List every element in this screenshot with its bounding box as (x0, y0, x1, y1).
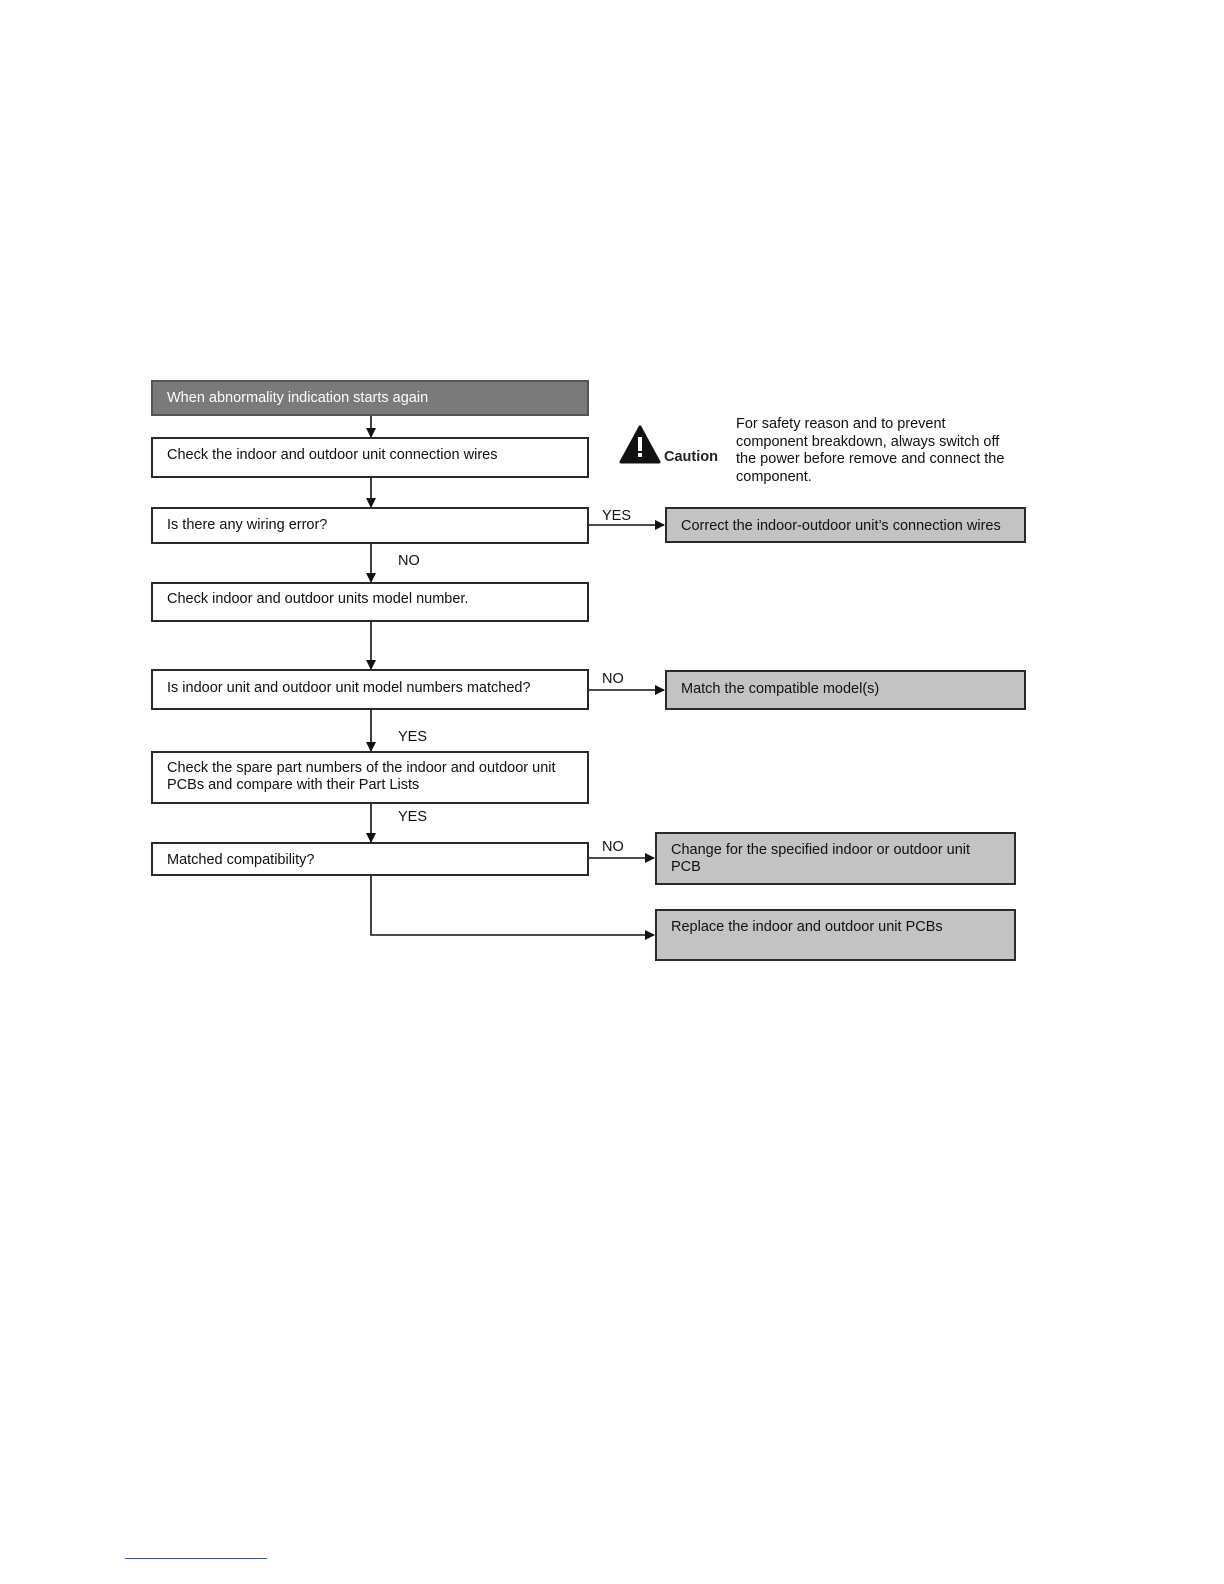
caution-icon (621, 427, 659, 462)
change-pcb-box: Change for the specified indoor or outdoor unit PCB (655, 832, 1016, 885)
yes-label-spare-parts: YES (398, 809, 428, 825)
correct-wires-box: Correct the indoor-outdoor unit’s connection wires (665, 507, 1026, 543)
no-label-compatibility: NO (602, 839, 624, 855)
yes-label-model: YES (398, 729, 428, 745)
wiring-error-decision: Is there any wiring error? (151, 507, 589, 544)
check-model-number-box: Check indoor and outdoor units model number. (151, 582, 589, 622)
start-box: When abnormality indication starts again (151, 380, 589, 416)
no-label-wiring: NO (398, 553, 420, 569)
replace-pcbs-box: Replace the indoor and outdoor unit PCBs (655, 909, 1016, 961)
no-label-model: NO (602, 671, 624, 687)
footer-link-line (125, 1558, 267, 1559)
arrow-compatibility-to-replace (371, 876, 654, 935)
match-models-box: Match the compatible model(s) (665, 670, 1026, 710)
check-wires-box: Check the indoor and outdoor unit connection wires (151, 437, 589, 478)
caution-title: Caution (664, 449, 718, 465)
model-match-decision: Is indoor unit and outdoor unit model numbers matched? (151, 669, 589, 710)
caution-text: For safety reason and to prevent component breakdown, always switch off the power before remove and connect the component. (736, 416, 1005, 485)
yes-label-wiring: YES (602, 508, 632, 524)
compatibility-decision: Matched compatibility? (151, 842, 589, 876)
check-spare-parts-box: Check the spare part numbers of the indoor and outdoor unit PCBs and compare with their Part Lists (151, 751, 589, 804)
